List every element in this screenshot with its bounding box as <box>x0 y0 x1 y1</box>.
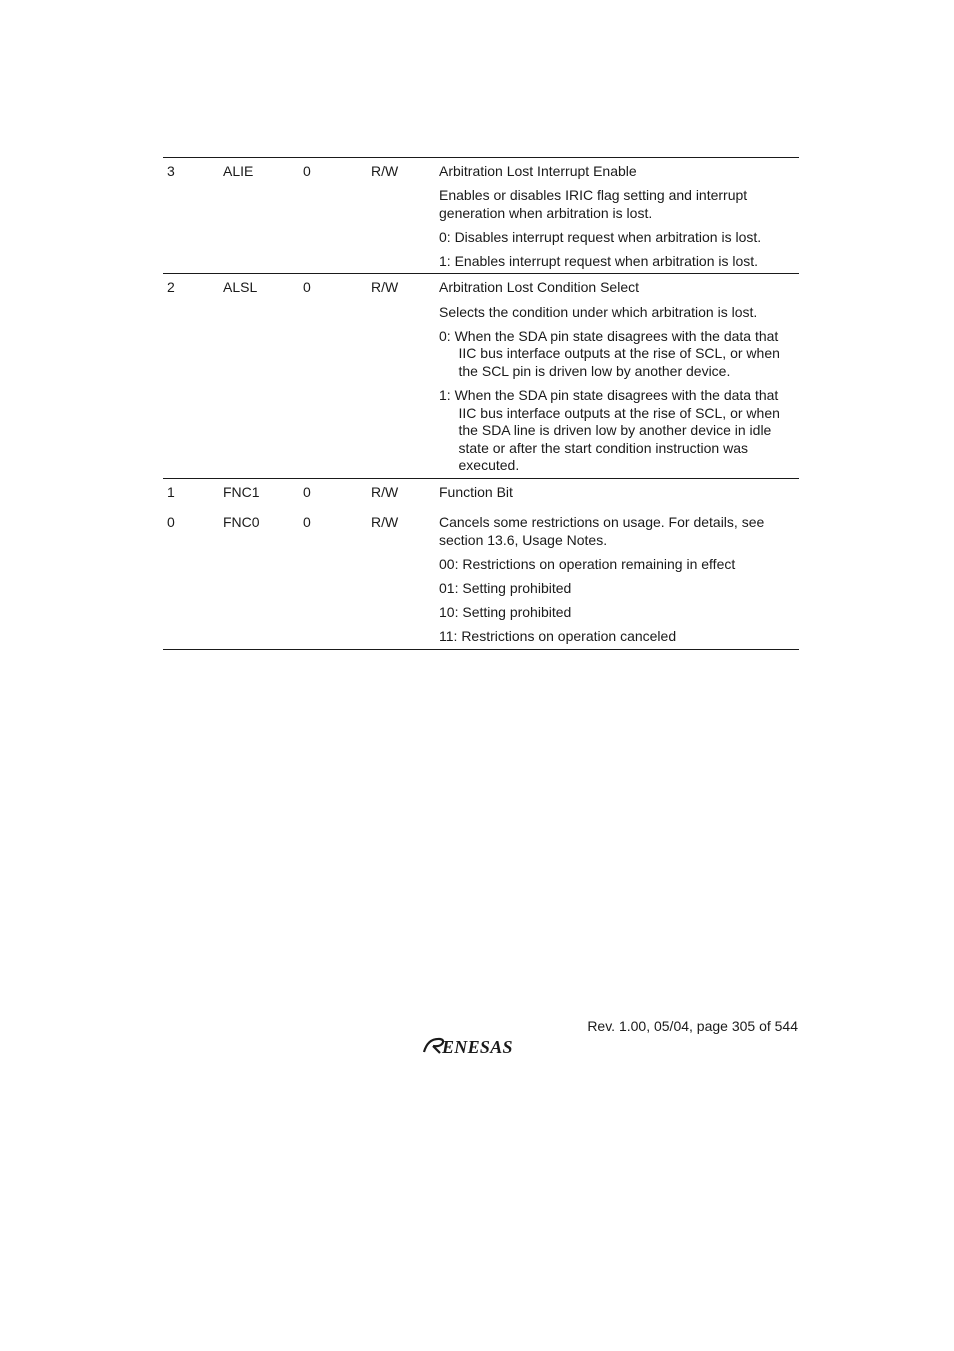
bit-group <box>163 274 799 478</box>
description-line: Selects the condition under which arbitration is lost. <box>439 303 758 320</box>
read-write: R/W <box>371 163 399 179</box>
description <box>439 160 795 270</box>
bit-group <box>163 158 799 274</box>
description-line: Function Bit <box>439 483 513 500</box>
description <box>439 481 795 502</box>
renesas-logo <box>422 1034 542 1056</box>
initial-value: 0 <box>303 163 311 179</box>
read-write: R/W <box>371 514 399 531</box>
table-row <box>163 276 799 474</box>
bit-group <box>163 479 799 649</box>
description-line: 11: Restrictions on operation canceled <box>439 628 677 645</box>
bit-name: ALSL <box>223 279 258 296</box>
read-write: R/W <box>371 279 399 296</box>
description-line: 1: Enables interrupt request when arbitration is lost. <box>439 252 759 269</box>
description-line: 1: When the SDA pin state disagrees with the data that IIC bus interface outputs at the rise of SCL, or when the SDA line is driven low by another device in idle state or after the start condition instruction was executed. <box>439 386 780 474</box>
description-line: Enables or disables IRIC flag setting and interrupt generation when arbitration is lost. <box>439 187 748 221</box>
table-row <box>163 511 799 646</box>
description-line: 01: Setting prohibited <box>439 580 572 597</box>
description-line: Arbitration Lost Condition Select <box>439 279 639 296</box>
description-line: 0: When the SDA pin state disagrees with the data that IIC bus interface outputs at the rise of SCL, or when the SCL pin is driven low by another device. <box>439 327 780 379</box>
bit-number: 2 <box>167 279 175 296</box>
page-reference: Rev. 1.00, 05/04, page 305 of 544 <box>587 1018 798 1034</box>
description-line: 0: Disables interrupt request when arbitration is lost. <box>439 228 762 245</box>
table-row <box>163 481 799 505</box>
description-line: Cancels some restrictions on usage. For details, see section 13.6, Usage Notes. <box>439 514 765 548</box>
bit-number: 1 <box>167 483 175 500</box>
table-row <box>163 160 799 270</box>
description-line: 00: Restrictions on operation remaining in effect <box>439 556 736 573</box>
description <box>439 276 795 474</box>
bit-name: FNC0 <box>223 514 260 531</box>
register-bit-table <box>163 157 799 650</box>
description-line: Arbitration Lost Interrupt Enable <box>439 163 637 179</box>
bit-number: 0 <box>167 514 175 531</box>
initial-value: 0 <box>303 514 311 531</box>
bit-name: ALIE <box>223 163 254 179</box>
logo-text: ENESAS <box>442 1037 513 1056</box>
initial-value: 0 <box>303 483 311 500</box>
read-write: R/W <box>371 483 399 500</box>
description <box>439 511 795 646</box>
description-line: 10: Setting prohibited <box>439 604 572 621</box>
initial-value: 0 <box>303 279 311 296</box>
bit-number: 3 <box>167 163 175 179</box>
bit-name: FNC1 <box>223 483 260 500</box>
